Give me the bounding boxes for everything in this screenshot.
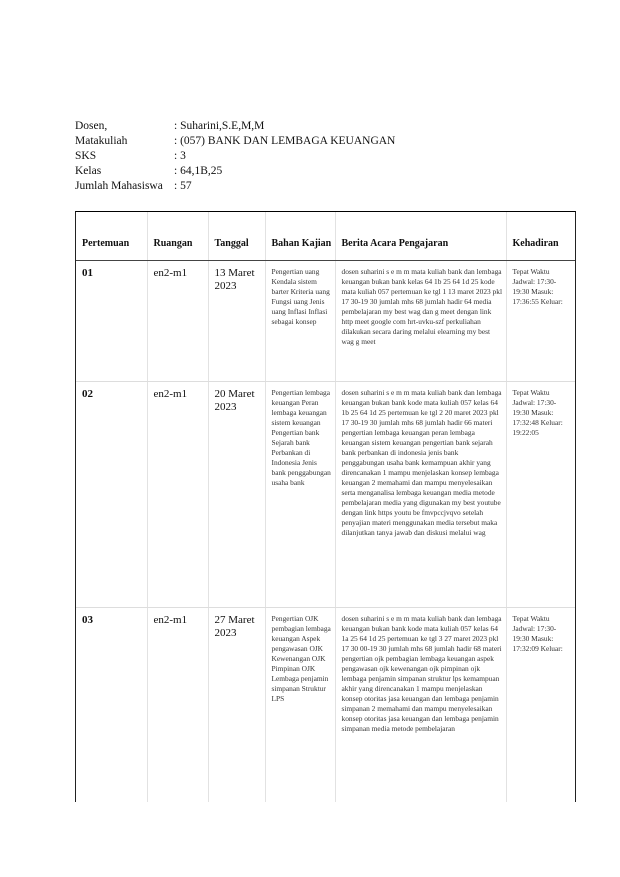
cell-tanggal: 20 Maret 2023 — [208, 382, 265, 608]
table-row — [76, 382, 575, 608]
header-ruangan: Ruangan — [147, 212, 208, 261]
info-label: Matakuliah — [75, 135, 128, 147]
header-berita-acara: Berita Acara Pengajaran — [335, 212, 506, 261]
cell-tanggal: 13 Maret 2023 — [208, 261, 265, 382]
cell-bahan-kajian: Pengertian lembaga keuangan Peran lembaga keuangan sistem keuangan Pengertian bank Sejarah bank Perbankan di Indonesia Jenis bank penggabungan usaha bank — [265, 382, 335, 608]
cell-pertemuan: 03 — [76, 608, 147, 803]
cell-bahan-kajian: Pengertian OJK pembagian lembaga keuangan Aspek pengawasan OJK Kewenangan OJK Pimpinan OJK Lembaga penjamin simpanan Struktur LPS — [265, 608, 335, 803]
info-value: : 64,1B,25 — [174, 165, 223, 177]
attendance-table-wrapper — [75, 211, 576, 802]
info-value: : 3 — [174, 150, 186, 162]
info-row-sks — [75, 149, 395, 164]
info-value: : 57 — [174, 180, 192, 192]
course-info — [75, 119, 395, 194]
cell-ruangan: en2-m1 — [147, 382, 208, 608]
info-label: SKS — [75, 150, 97, 162]
cell-berita-acara: dosen suharini s e m m mata kuliah bank dan lembaga keuangan bukan bank kode mata kuliah 057 kelas 64 1a 25 64 1d 25 pertemuan ke tgl 3 27 maret 2023 pkl 17 30 00-19 30 jumlah mhs 68 jumlah hadir 68 materi pengertian ojk pembagian lembaga keuangan aspek pengawasan ojk kewenangan ojk pimpinan ojk lembaga penjamin simpanan struktur lps kemampuan akhir yang direncanakan 1 mampu menjelaskan konsep otoritas jasa keuangan dan lembaga penjamin simpanan 2 memahami dan mampu menyelesaikan konsep otoritas jasa keuangan dan lembaga penjamin simpanan media metode pembelajaran — [335, 608, 506, 803]
cell-ruangan: en2-m1 — [147, 261, 208, 382]
cell-bahan-kajian: Pengertian uang Kendala sistem barter Kriteria uang Fungsi uang Jenis uang Inflasi Inflasi sebagai konsep — [265, 261, 335, 382]
info-row-kelas — [75, 164, 395, 179]
info-row-jumlah-mahasiswa — [75, 179, 395, 194]
info-label: Jumlah Mahasiswa — [75, 180, 163, 192]
table-header-row — [76, 212, 575, 261]
cell-ruangan: en2-m1 — [147, 608, 208, 803]
info-value: : (057) BANK DAN LEMBAGA KEUANGAN — [174, 135, 396, 147]
cell-berita-acara: dosen suharini s e m m mata kuliah bank dan lembaga keuangan bukan bank kelas 64 1b 25 64 1d 25 kode mata kuliah 057 pertemuan ke tgl 1 13 maret 2023 pkl 17 30-19 30 jumlah mhs 68 jumlah hadir 64 media pembelajaran my best wag dan g meet dengan link http meet google com hrt-uvku-szf perkuliahan dilakukan secara daring melalui elearning my best wag g meet — [335, 261, 506, 382]
cell-berita-acara: dosen suharini s e m m mata kuliah bank dan lembaga keuangan bukan bank kode mata kuliah 057 kelas 64 1b 25 64 1d 25 pertemuan ke tgl 2 20 maret 2023 pkl 17 30-19 30 jumlah mhs 68 jumlah hadir 66 materi pengertian lembaga keuangan peran lembaga keuangan sistem keuangan pengertian bank sejarah bank perbankan di indonesia jenis bank penggabungan usaha bank kemampuan akhir yang direncanakan 1 mampu menjelaskan konsep lembaga keuangan 2 memahami dan mampu menyelesaikan serta menganalisa lembaga keuangan media metode pembelajaran media yang digunakan my best youtube dengan link https youtu be fmvpccjvqvo setelah penyajian materi menggunakan media tersebut maka dilanjutkan tanya jawab dan diskusi melalui wag — [335, 382, 506, 608]
info-value: : Suharini,S.E,M,M — [174, 120, 265, 132]
cell-pertemuan: 01 — [76, 261, 147, 382]
info-row-dosen — [75, 119, 395, 134]
header-pertemuan: Pertemuan — [76, 212, 147, 261]
header-tanggal: Tanggal — [208, 212, 265, 261]
info-label: Kelas — [75, 165, 102, 177]
cell-tanggal: 27 Maret 2023 — [208, 608, 265, 803]
cell-kehadiran: Tepat Waktu Jadwal: 17:30-19:30 Masuk: 17:32:48 Keluar: 19:22:05 — [506, 382, 575, 608]
info-label: Dosen, — [75, 120, 108, 132]
table-row — [76, 261, 575, 382]
attendance-table — [76, 212, 575, 802]
header-bahan-kajian: Bahan Kajian — [265, 212, 335, 261]
cell-kehadiran: Tepat Waktu Jadwal: 17:30-19:30 Masuk: 17:36:55 Keluar: — [506, 261, 575, 382]
cell-kehadiran: Tepat Waktu Jadwal: 17:30-19:30 Masuk: 17:32:09 Keluar: — [506, 608, 575, 803]
header-kehadiran: Kehadiran — [506, 212, 575, 261]
table-row — [76, 608, 575, 803]
cell-pertemuan: 02 — [76, 382, 147, 608]
info-row-matakuliah — [75, 134, 395, 149]
